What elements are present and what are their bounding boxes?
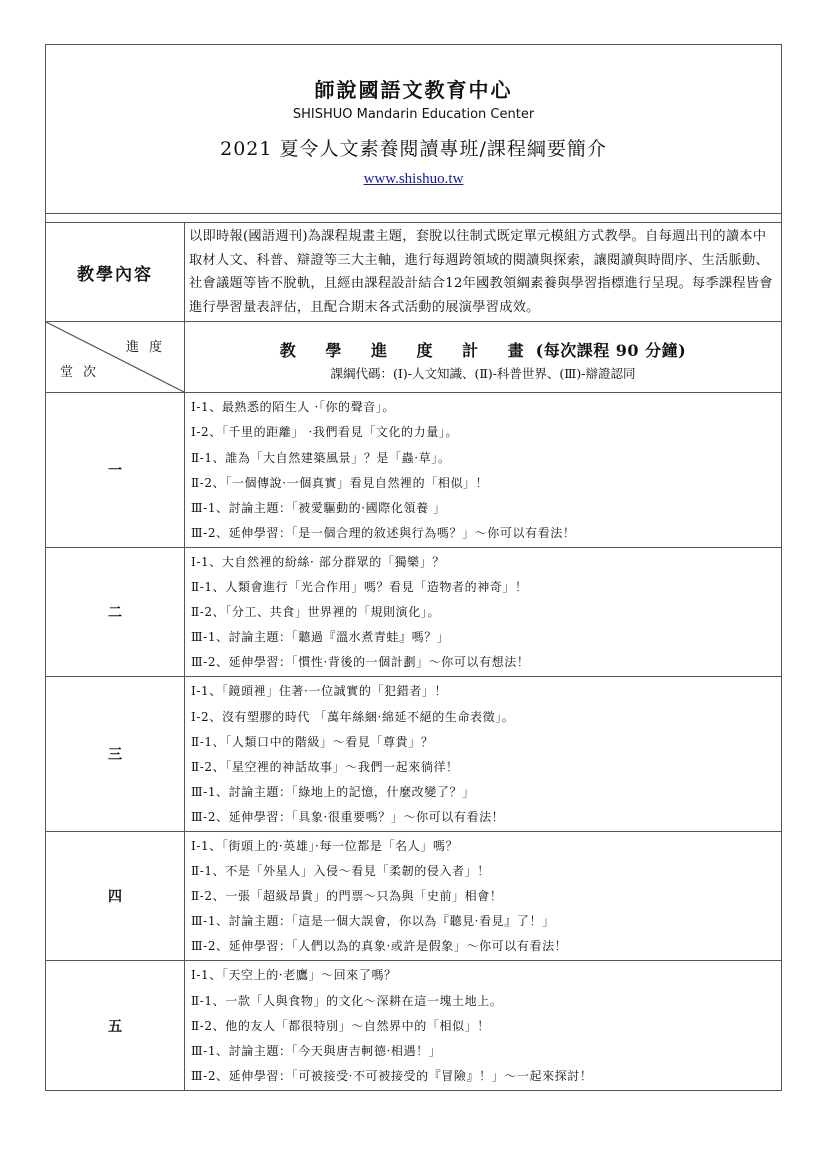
- lesson-item: Ⅲ-2、延伸學習：「是一個合理的敘述與行為嗎？」～你可以有看法！: [191, 525, 576, 540]
- curriculum-code: 課綱代碼：(Ⅰ)-人文知識、(Ⅱ)-科普世界、(Ⅲ)-辯證認同: [330, 366, 636, 382]
- content-row: [46, 223, 782, 322]
- lesson-items: [185, 393, 782, 548]
- lesson-item: Ⅰ-2、沒有塑膠的時代 「萬年絲綑·綿延不絕的生命表徵」。: [191, 709, 515, 724]
- lesson-items: [185, 677, 782, 832]
- lesson-number: 三: [46, 677, 185, 832]
- lesson-item: Ⅱ-1、人類會進行「光合作用」嗎？看見「造物者的神奇」！: [191, 580, 528, 595]
- lesson-item: Ⅱ-1、不是「外星人」入侵～看見「柔韌的侵入者」！: [191, 864, 490, 879]
- lesson-row: [46, 831, 782, 960]
- lesson-item: Ⅲ-2、延伸學習：「具象·很重要嗎？」～你可以有看法！: [191, 809, 505, 824]
- lesson-item: Ⅱ-2、「星空裡的神話故事」～我們一起來徜徉！: [191, 759, 459, 774]
- lesson-item: Ⅱ-1、一款「人與食物」的文化～深耕在這一塊土地上。: [191, 993, 503, 1008]
- spacer-row: [46, 214, 782, 223]
- lesson-item: Ⅲ-2、延伸學習：「可被接受·不可被接受的『冒險』！」～一起來探討！: [191, 1068, 593, 1083]
- lesson-item: Ⅰ-1、最熟悉的陌生人 ·「你的聲音」。: [191, 400, 396, 415]
- course-title: 2021 夏令人文素養閱讀專班/課程綱要簡介: [220, 138, 607, 160]
- lesson-item: Ⅰ-2、「千里的距離」 ·我們看見「文化的力量」。: [191, 425, 459, 440]
- progress-label: 進度: [125, 340, 172, 356]
- lesson-item: Ⅱ-2、一張「超級昂貴」的門票～只為與「史前」相會！: [191, 889, 503, 904]
- content-text: 以即時報(國語週刊)為課程規畫主題，套脫以往制式既定單元模組方式教學。自每週出刊的讀本中取材人文、科普、辯證等三大主軸，進行每週跨領域的閱讀與探索，讓閱讀與時間序、生活脈動、社會議題等皆不脫軌，且經由課程設計結合12年國教領綱素養與學習指標進行呈現。每季課程皆會進行學習量表評估，且配合期末各式活動的展演學習成效。: [185, 223, 782, 322]
- lesson-number: 四: [46, 831, 185, 960]
- lesson-item: Ⅰ-1、大自然裡的紛絲· 部分群眾的「獨樂」？: [191, 554, 445, 569]
- lesson-item: Ⅲ-2、延伸學習：「人們以為的真象·或許是假象」～你可以有看法！: [191, 939, 568, 954]
- header-cell: [46, 45, 782, 214]
- lesson-item: Ⅱ-1、誰為「大自然建築風景」？是「蟲·草」。: [191, 450, 451, 465]
- lesson-item: Ⅲ-1、討論主題：「被愛驅動的·國際化領養 」: [191, 500, 446, 515]
- lesson-item: Ⅰ-1、「街頭上的·英雄」·每一位都是「名人」嗎？: [191, 838, 459, 853]
- session-label: 堂次: [60, 365, 107, 381]
- lesson-item: Ⅲ-1、討論主題：「綠地上的記憶，什麼改變了？」: [191, 784, 475, 799]
- lesson-items: [185, 547, 782, 676]
- lesson-item: Ⅲ-1、討論主題：「聽過『溫水煮青蛙』嗎？」: [191, 630, 450, 645]
- lesson-item: Ⅱ-1、「人類口中的階級」～看見「尊貴」？: [191, 734, 434, 749]
- diagonal-line: [46, 322, 184, 392]
- lesson-row: [46, 677, 782, 832]
- syllabus-table: [45, 44, 782, 1091]
- lesson-items: [185, 831, 782, 960]
- website-link[interactable]: www.shishuo.tw: [363, 171, 464, 187]
- lesson-row: [46, 393, 782, 548]
- lesson-item: Ⅱ-2、「分工、共食」世界裡的「規則演化」。: [191, 605, 441, 620]
- lesson-item: Ⅱ-2、「一個傳說·一個真實」看見自然裡的「相似」！: [191, 475, 489, 490]
- plan-header-row: [46, 322, 782, 393]
- plan-title-duration: (每次課程 90 分鐘): [535, 341, 687, 361]
- plan-title-main: 教 學 進 度 計 畫: [279, 341, 536, 361]
- org-name-english: SHISHUO Mandarin Education Center: [292, 107, 535, 122]
- lesson-item: Ⅰ-1、「天空上的·老鷹」～回來了嗎？: [191, 968, 397, 983]
- lesson-number: 二: [46, 547, 185, 676]
- lesson-number: 一: [46, 393, 185, 548]
- lesson-items: [185, 961, 782, 1090]
- plan-title-cell: [185, 322, 782, 393]
- lesson-item: Ⅲ-1、討論主題：「這是一個大誤會，你以為『聽見·看見』了！」: [191, 914, 555, 929]
- lesson-item: Ⅲ-2、延伸學習：「慣性·背後的一個計劃」～你可以有想法！: [191, 655, 530, 670]
- lesson-item: Ⅲ-1、討論主題：「今天與唐吉軻德·相遇！」: [191, 1043, 442, 1058]
- org-name-chinese: 師說國語文教育中心: [314, 78, 513, 102]
- diagonal-header-cell: [46, 322, 185, 393]
- lesson-number: 五: [46, 961, 185, 1090]
- content-label: 教學內容: [46, 223, 185, 322]
- lesson-item: Ⅰ-1、「鏡頭裡」住著·一位誠實的「犯錯者」！: [191, 684, 448, 699]
- lesson-row: [46, 961, 782, 1090]
- plan-title: [185, 338, 781, 361]
- lesson-row: [46, 547, 782, 676]
- syllabus-sheet: [45, 44, 781, 1091]
- header-row: [46, 45, 782, 214]
- lesson-item: Ⅱ-2、他的友人「都很特別」～自然界中的「相似」！: [191, 1018, 490, 1033]
